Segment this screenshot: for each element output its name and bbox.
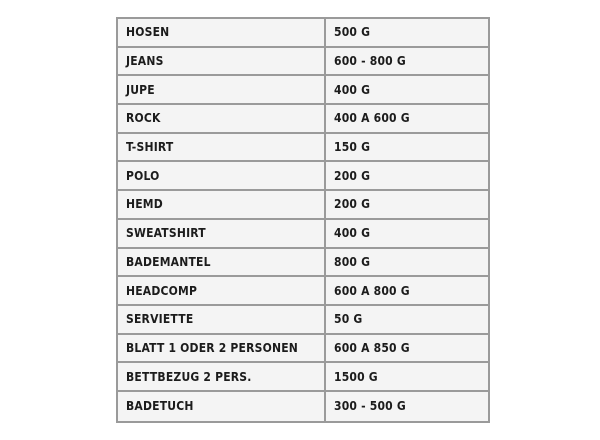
weight-cell: 400 A 600 G bbox=[334, 111, 410, 126]
weight-cell: 200 G bbox=[334, 168, 371, 183]
table-row bbox=[118, 162, 488, 191]
table-row bbox=[118, 48, 488, 77]
item-cell: SWEATSHIRT bbox=[118, 220, 326, 247]
table-row bbox=[118, 134, 488, 163]
item-cell: HEADCOMP bbox=[118, 277, 326, 304]
item-cell: BADETUCH bbox=[118, 392, 326, 421]
item-cell: POLO bbox=[118, 162, 326, 189]
weight-cell: 600 A 800 G bbox=[334, 283, 410, 298]
weight-cell: 800 G bbox=[334, 254, 371, 269]
item-cell: BETTBEZUG 2 PERS. bbox=[118, 363, 326, 390]
table-row bbox=[118, 306, 488, 335]
item-cell: ROCK bbox=[118, 105, 326, 132]
item-cell: JUPE bbox=[118, 76, 326, 103]
weight-cell: 50 G bbox=[334, 312, 363, 327]
laundry-weight-table bbox=[116, 17, 490, 423]
table-row bbox=[118, 191, 488, 220]
weight-cell: 300 - 500 G bbox=[334, 399, 406, 414]
weight-cell: 1500 G bbox=[334, 369, 378, 384]
table-row bbox=[118, 363, 488, 392]
item-cell: JEANS bbox=[118, 48, 326, 75]
item-cell: HEMD bbox=[118, 191, 326, 218]
item-cell: SERVIETTE bbox=[118, 306, 326, 333]
item-cell: BLATT 1 ODER 2 PERSONEN bbox=[118, 335, 326, 362]
table-row bbox=[118, 105, 488, 134]
item-cell: HOSEN bbox=[118, 19, 326, 46]
weight-cell: 400 G bbox=[334, 226, 371, 241]
item-cell: T-SHIRT bbox=[118, 134, 326, 161]
table-row bbox=[118, 277, 488, 306]
weight-cell: 400 G bbox=[334, 82, 371, 97]
weight-cell: 150 G bbox=[334, 140, 371, 155]
weight-cell: 600 A 850 G bbox=[334, 340, 410, 355]
weight-cell: 600 - 800 G bbox=[334, 54, 406, 69]
table-row bbox=[118, 19, 488, 48]
table-row bbox=[118, 392, 488, 421]
table-row bbox=[118, 220, 488, 249]
table-row bbox=[118, 249, 488, 278]
weight-cell: 200 G bbox=[334, 197, 371, 212]
item-cell: BADEMANTEL bbox=[118, 249, 326, 276]
weight-cell: 500 G bbox=[334, 25, 371, 40]
table-row bbox=[118, 335, 488, 364]
table-row bbox=[118, 76, 488, 105]
